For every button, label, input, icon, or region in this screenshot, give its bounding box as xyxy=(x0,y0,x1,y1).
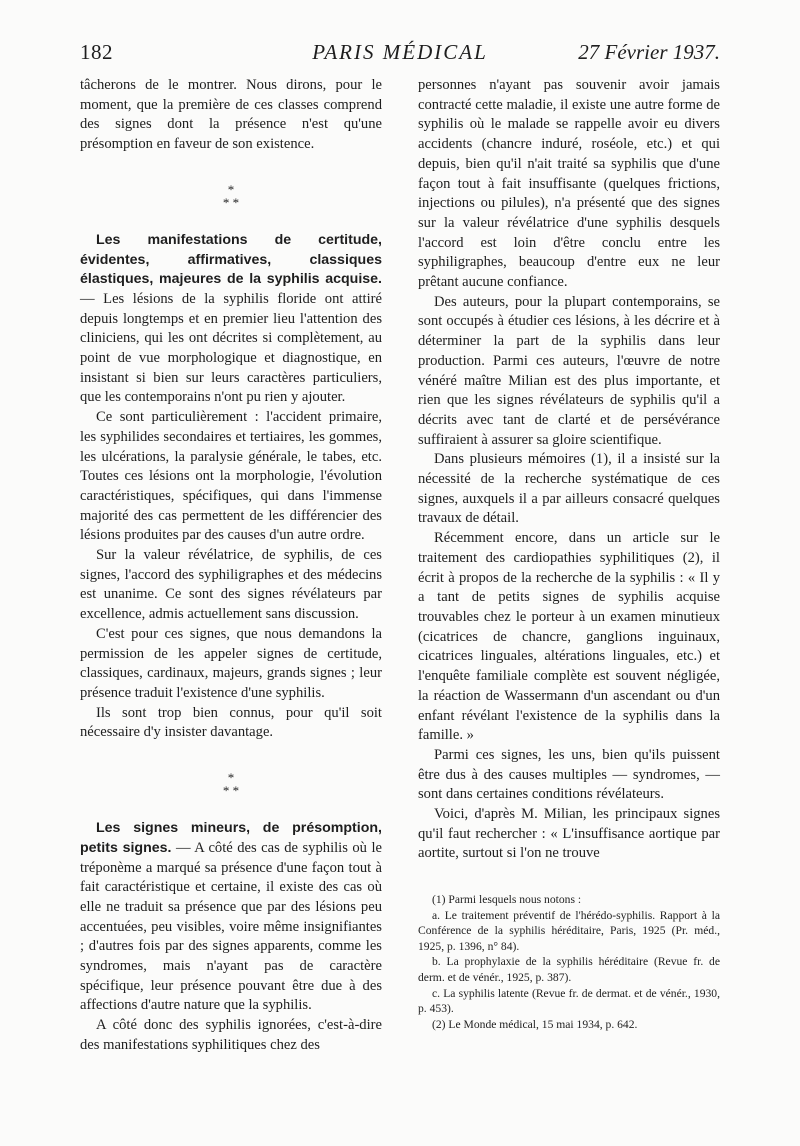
footnote: (1) Parmi lesquels nous notons : xyxy=(432,893,582,906)
footnote-item: a. Le traitement préventif de l'hérédo-syphilis. Rapport à la Conférence de la syphilis héréditaire, Paris, 1925 (Pr. méd., 1925, p. 1396, n° 84). xyxy=(418,908,720,953)
footnote-item: c. La syphilis latente (Revue fr. de dermat. et de vénér., 1930, p. 453). xyxy=(418,986,720,1016)
footnotes xyxy=(418,892,720,1032)
journal-title: PARIS MÉDICAL xyxy=(312,40,488,64)
paragraph: Ce sont particulièrement : l'accident primaire, les syphilides secondaires et tertiaires, les gommes, les ulcérations, la paralysie générale, le tabes, etc. Toutes ces lésions ont la morphologie, l'évolution caractéristiques, spécifiques, qui dans l'immense majorité des cas permettent de les différencier des lésions produites par des causes d'un autre ordre. xyxy=(80,409,382,544)
paragraph: C'est pour ces signes, que nous demandons la permission de les appeler signes de certitude, classiques, cardinaux, majeurs, grands signes ; leur présence traduit l'existence d'une syphilis. xyxy=(80,625,382,701)
section-paragraph: Les manifestations de certitude, évidentes, affirmatives, classiques élastiques, majeures de la syphilis acquise. — Les lésions de la syphilis floride ont attiré depuis longtemps et en premier lieu l'attention des cliniciens, qui les ont décrites si complètement, au point de vue morphologique et diagnostique, en insistant si bien sur leurs caractères particuliers, que les contemporains n'ont pu rien y ajouter. xyxy=(80,231,382,406)
running-header xyxy=(80,40,720,68)
issue-date: 27 Février 1937. xyxy=(578,40,720,64)
paragraph: Ils sont trop bien connus, pour qu'il soit nécessaire d'y insister davantage. xyxy=(80,704,382,741)
section-heading: Les manifestations de certitude, évidentes, affirmatives, classiques élastiques, majeures de la syphilis acquise. xyxy=(80,231,382,288)
paragraph: Parmi ces signes, les uns, bien qu'ils puissent être dus à des causes multiples — syndromes, — sont dans certaines conditions révélateurs. xyxy=(418,746,720,803)
page-number: 182 xyxy=(80,40,113,64)
section-paragraph: Les signes mineurs, de présomption, petits signes. — A côté des cas de syphilis où le tréponème a marqué sa présence d'une façon tout à fait caractéristique et certaine, il existe des cas où elle ne traduit sa présence que par des lésions peu accentuées, peu visibles, voire même insignifiantes ; d'autres fois par des signes apparents, comme les syndromes, mais n'ayant pas de caractère spécifique, leur présence pouvant être due à des affections d'autre nature que la syphilis. xyxy=(80,820,382,1014)
section-separator: * * * xyxy=(222,770,240,799)
paragraph: personnes n'ayant pas souvenir avoir jamais contracté cette maladie, il existe une autre forme de syphilis où le malade se rappelle avoir eu divers accidents (chancre induré, roséole, etc.) et qui depuis, bien qu'il n'ait traité sa syphilis que d'une façon tout à fait insuffisante (quelques frictions, injections ou pilules), n'a présenté que des signes sur la valeur révélatrice d'une syphilis desquels l'accord est loin d'être conclu entre les syphiligraphes, beaucoup d'entre eux ne leur prêtant aucune confiance. xyxy=(418,77,720,291)
section-heading: Les signes mineurs, de présomption, petits signes. xyxy=(80,820,382,856)
section-separator: * * * xyxy=(222,181,240,210)
paragraph: tâcherons de le montrer. Nous dirons, pour le moment, que la première de ces classes comprend des signes dont la présence n'est qu'une présomption en faveur de son existence. xyxy=(80,77,382,153)
paragraph: A côté donc des syphilis ignorées, c'est-à-dire des manifestations syphilitiques chez des xyxy=(80,1017,382,1053)
paragraph: Des auteurs, pour la plupart contemporains, se sont occupés à étudier ces lésions, à les décrire et à déterminer la part de la syphilis dans leur production. Parmi ces auteurs, l'œuvre de notre vénéré maître Milian est des plus importante, et rien que les signes révélateurs de syphilis qu'il a décrits avec tant de clarté et de persévérance suffiraient à assurer sa gloire scientifique. xyxy=(418,293,720,448)
left-column xyxy=(80,76,382,1056)
paragraph: Voici, d'après M. Milian, les principaux signes qu'il faut rechercher : « L'insuffisance aortique par aortite, surtout si l'on ne trouve xyxy=(418,806,720,862)
footnote-item: b. La prophylaxie de la syphilis héréditaire (Revue fr. de derm. et de vénér., 1925, p. 387). xyxy=(418,955,720,984)
right-column xyxy=(418,76,720,864)
paragraph: Sur la valeur révélatrice, de syphilis, de ces signes, l'accord des syphiligraphes et des médecins est unanime. Ce sont des signes révélateurs par excellence, admis actuellement sans discussion. xyxy=(80,547,382,623)
paragraph: Dans plusieurs mémoires (1), il a insisté sur la nécessité de la recherche systématique de ces signes, auxquels il a par ailleurs consacré quelques travaux de détail. xyxy=(418,451,720,527)
paragraph: Récemment encore, dans un article sur le traitement des cardiopathies syphilitiques (2), il écrit à propos de la recherche de la syphilis : « Il y a tant de petits signes de syphilis acquise trouvables chez le porteur à un examen minutieux (cicatrices de chancre, ganglions inguinaux, cicatrices linguales, altérations linguales, etc.) et l'enquête familiale complète est souvent négligée, la réaction de Wassermann d'un ascendant ou d'un enfant révélant l'existence de la syphilis dans la famille. » xyxy=(418,530,720,744)
footnote: (2) Le Monde médical, 15 mai 1934, p. 642. xyxy=(432,1017,638,1031)
